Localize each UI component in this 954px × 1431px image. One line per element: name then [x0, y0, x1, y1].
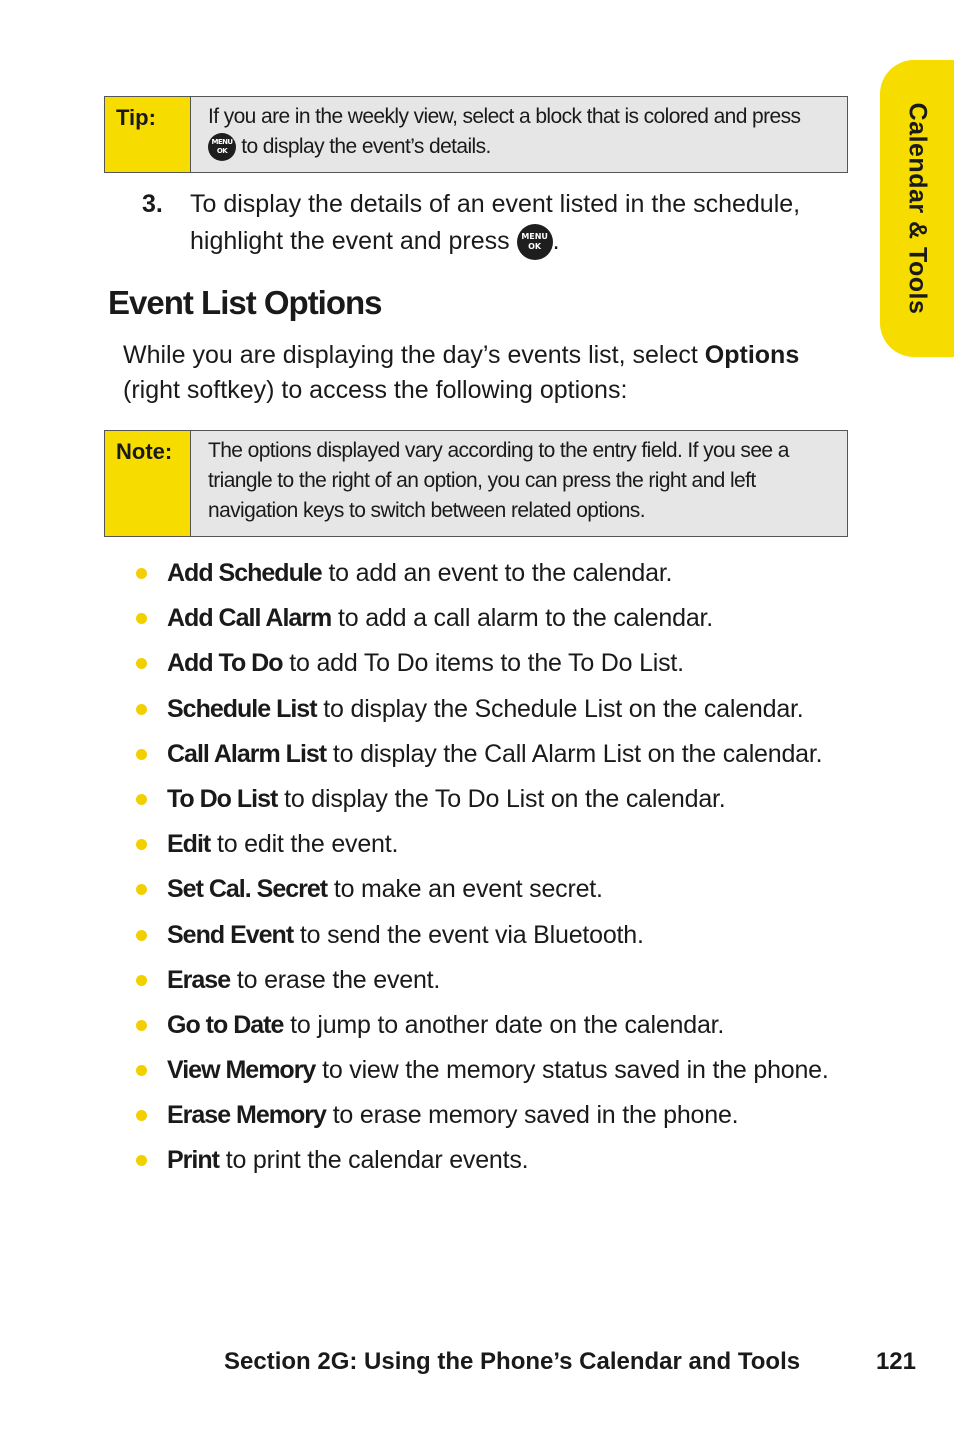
bullet-icon	[136, 975, 147, 986]
option-desc: to edit the event.	[216, 830, 399, 859]
side-tab-label: Calendar & Tools	[903, 102, 932, 315]
step-number: 3.	[142, 190, 163, 218]
list-item	[131, 600, 871, 637]
list-item	[131, 1052, 871, 1089]
option-term: Send Event	[167, 920, 294, 949]
list-item	[131, 781, 871, 818]
step-3	[142, 186, 847, 260]
page-heading: Event List Options	[108, 284, 382, 321]
bullet-icon	[136, 884, 147, 895]
note-text: The options displayed vary according to the entry field. If you see a triangle to the right of an option, you can press the right and left navigation keys to switch between related options.	[208, 439, 789, 522]
menu-ok-key-icon: MENU OK	[208, 133, 236, 161]
list-item	[131, 691, 871, 728]
option-term: Add To Do	[167, 649, 283, 678]
bullet-icon	[136, 613, 147, 624]
list-item	[131, 555, 871, 592]
bullet-icon	[136, 930, 147, 941]
intro-paragraph: While you are displaying the day’s events list, select Options (right softkey) to access the following options:	[123, 341, 800, 404]
list-item	[131, 871, 871, 908]
list-item	[131, 736, 871, 773]
option-term: To Do List	[167, 784, 278, 813]
option-desc: to erase the event.	[236, 965, 441, 994]
option-desc: to print the calendar events.	[225, 1146, 529, 1175]
option-desc: to add a call alarm to the calendar.	[338, 604, 714, 633]
tip-text-before: If you are in the weekly view, select a block that is colored and press	[208, 105, 801, 128]
step-text: To display the details of an event listed in the schedule, highlight the event and press MENU OK .	[190, 186, 847, 260]
options-softkey-label: Options	[704, 341, 800, 369]
option-term: Erase Memory	[167, 1101, 326, 1130]
option-term: Add Schedule	[167, 559, 322, 587]
bullet-icon	[136, 704, 147, 715]
option-term: Erase	[167, 965, 231, 994]
option-desc: to send the event via Bluetooth.	[299, 920, 644, 949]
option-term: Print	[167, 1146, 219, 1175]
option-desc: to view the memory status saved in the phone.	[322, 1056, 829, 1085]
option-term: Schedule List	[167, 694, 317, 723]
tip-callout	[104, 96, 848, 173]
list-item	[131, 1097, 871, 1134]
bullet-icon	[136, 1155, 147, 1166]
option-desc: to display the Schedule List on the calendar.	[323, 694, 804, 723]
footer-section-title: Section 2G: Using the Phone’s Calendar and Tools	[224, 1348, 801, 1375]
tip-text	[191, 97, 847, 172]
bullet-icon	[136, 568, 147, 579]
note-label: Note:	[105, 431, 191, 536]
bullet-icon	[136, 794, 147, 805]
option-term: Call Alarm List	[167, 739, 327, 768]
bullet-icon	[136, 1020, 147, 1031]
option-term: Set Cal. Secret	[167, 875, 328, 904]
tip-label: Tip:	[105, 97, 191, 172]
option-desc: to display the To Do List on the calendar.	[284, 784, 726, 813]
section-side-tab	[880, 60, 954, 357]
tip-text-after: to display the event’s details.	[241, 135, 491, 158]
page-footer	[224, 1348, 916, 1376]
option-desc: to add an event to the calendar.	[328, 559, 673, 587]
option-term: Edit	[167, 830, 211, 859]
option-desc: to make an event secret.	[333, 875, 603, 904]
option-term: View Memory	[167, 1056, 316, 1085]
bullet-icon	[136, 658, 147, 669]
list-item	[131, 962, 871, 999]
list-item	[131, 645, 871, 682]
bullet-icon	[136, 1110, 147, 1121]
bullet-icon	[136, 839, 147, 850]
options-list	[131, 555, 871, 1188]
list-item	[131, 1142, 871, 1179]
option-desc: to display the Call Alarm List on the calendar.	[332, 739, 823, 768]
bullet-icon	[136, 1065, 147, 1076]
list-item	[131, 826, 871, 863]
page-number: 121	[875, 1348, 916, 1375]
option-desc: to erase memory saved in the phone.	[332, 1101, 739, 1130]
list-item	[131, 1007, 871, 1044]
option-term: Go to Date	[167, 1010, 284, 1039]
menu-ok-key-icon: MENU OK	[517, 224, 553, 260]
option-desc: to add To Do items to the To Do List.	[289, 649, 684, 678]
bullet-icon	[136, 749, 147, 760]
note-callout	[104, 430, 848, 537]
option-term: Add Call Alarm	[167, 604, 332, 633]
list-item	[131, 917, 871, 954]
option-desc: to jump to another date on the calendar.	[290, 1010, 725, 1039]
